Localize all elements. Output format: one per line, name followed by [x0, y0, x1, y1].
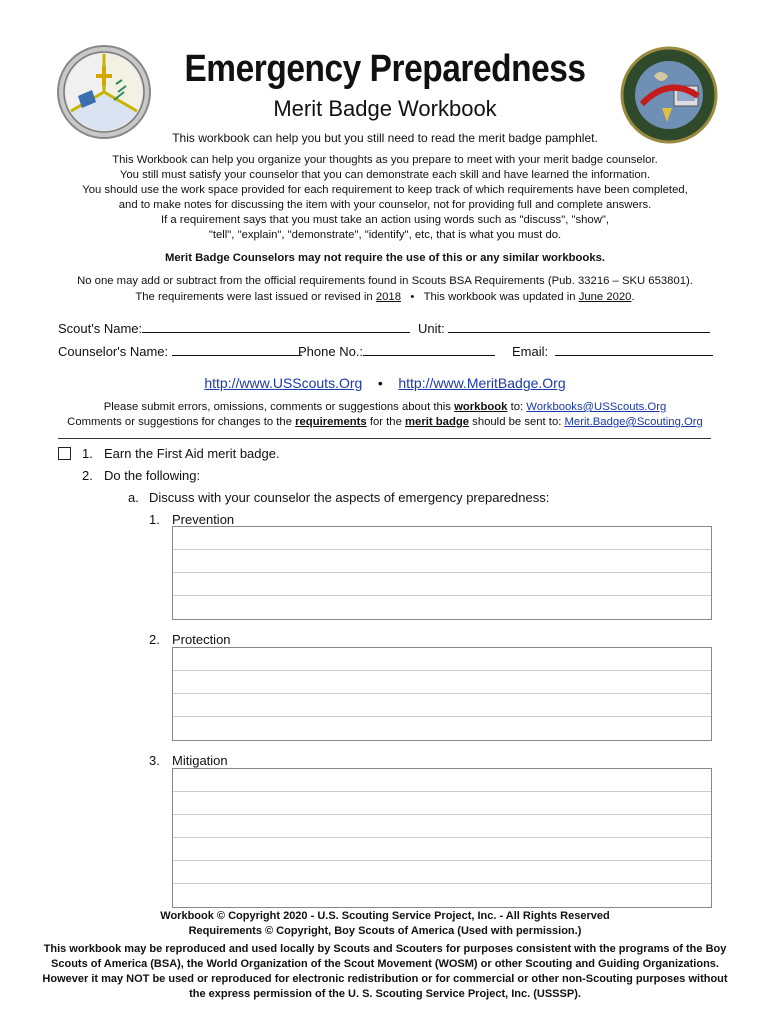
submit-text: for the	[366, 416, 406, 428]
requirement-2-number: 2.	[82, 468, 93, 483]
requirement-2-text: Do the following:	[104, 468, 201, 483]
workbooks-email-link[interactable]: Workbooks@USScouts.Org	[526, 401, 667, 413]
intro-line: You should use the work space provided for each requirement to keep track of which requirements have been completed,	[82, 184, 688, 196]
requirement-2a-letter: a.	[128, 490, 139, 505]
answer-line	[173, 838, 711, 861]
submit-text: Comments or suggestions for changes to the	[67, 416, 296, 428]
pamphlet-note: This workbook can help you but you still need to read the merit badge pamphlet.	[172, 131, 598, 145]
answer-line	[173, 717, 711, 740]
submit-line-1	[0, 400, 770, 415]
page-title: Emergency Preparedness	[184, 48, 586, 90]
issued-line	[0, 290, 770, 305]
intro-line: This Workbook can help you organize your thoughts as you prepare to meet with your merit badge counselor.	[112, 154, 658, 166]
answer-line	[173, 527, 711, 550]
protection-answer-box[interactable]	[172, 647, 712, 741]
submit-line-2	[0, 415, 770, 430]
usage-line-2: Scouts of America (BSA), the World Organization of the Scout Movement (WOSM) or other Scouting and Guiding Organizations.	[51, 958, 719, 970]
counselor-name-label: Counselor's Name:	[58, 344, 169, 359]
issued-prefix: The requirements were last issued or revised in	[135, 291, 376, 303]
counselor-bold-note: Merit Badge Counselors may not require the use of this or any similar workbooks.	[164, 252, 606, 264]
divider	[58, 438, 711, 439]
scout-name-field[interactable]	[58, 320, 410, 336]
meritbadge-link[interactable]: http://www.MeritBadge.Org	[398, 375, 566, 391]
official-requirements-line: No one may add or subtract from the official requirements found in Scouts BSA Requirements (Pub. 33216 – SKU 653801).	[77, 275, 693, 287]
answer-line	[173, 861, 711, 884]
submit-bold: workbook	[454, 401, 508, 413]
scout-name-input[interactable]	[142, 320, 410, 333]
item-number: 1.	[149, 512, 160, 527]
answer-line	[173, 815, 711, 838]
answer-line	[173, 550, 711, 573]
answer-line	[173, 596, 711, 619]
submit-bold: merit badge	[405, 416, 470, 428]
requirement-1-text: Earn the First Aid merit badge.	[104, 446, 280, 461]
requirement-2a-text: Discuss with your counselor the aspects of emergency preparedness:	[149, 490, 550, 505]
usage-line-3: However it may NOT be used or reproduced for electronic redistribution or for commercial or other non-Scouting purposes without	[42, 973, 728, 985]
page-subtitle: Merit Badge Workbook	[273, 96, 497, 121]
submit-bold: requirements	[295, 416, 367, 428]
item-label-protection: Protection	[172, 632, 231, 647]
usage-line-4: the express permission of the U. S. Scouting Service Project, Inc. (USSSP).	[189, 988, 581, 1000]
item-number: 3.	[149, 753, 160, 768]
usage-line-1: This workbook may be reproduced and used locally by Scouts and Scouters for purposes consistent with the programs of the Boy	[43, 943, 727, 955]
usscouts-link[interactable]: http://www.USScouts.Org	[204, 375, 363, 391]
updated-prefix: This workbook was updated in	[423, 291, 579, 303]
intro-line: and to make notes for discussing the item with your counselor, not for providing full and complete answers.	[118, 199, 652, 211]
answer-line	[173, 769, 711, 792]
email-input[interactable]	[555, 343, 713, 356]
intro-paragraph	[0, 153, 770, 243]
requirement-1-checkbox[interactable]	[58, 447, 71, 460]
answer-line	[173, 573, 711, 596]
unit-input[interactable]	[448, 320, 710, 333]
intro-line: If a requirement says that you must take an action using words such as "discuss", "show",	[160, 214, 610, 226]
copyright-line-2: Requirements © Copyright, Boy Scouts of America (Used with permission.)	[188, 925, 582, 937]
link-separator: •	[377, 375, 383, 391]
submit-text: Please submit errors, omissions, comments or suggestions about this	[103, 401, 455, 413]
intro-line: "tell", "explain", "demonstrate", "identify", etc, that is what you must do.	[208, 229, 562, 241]
item-label-prevention: Prevention	[172, 512, 235, 527]
answer-line	[173, 648, 711, 671]
phone-field[interactable]	[298, 343, 495, 359]
answer-line	[173, 694, 711, 717]
counselor-name-field[interactable]	[58, 343, 302, 359]
scout-name-label: Scout's Name:	[58, 321, 143, 336]
email-field[interactable]	[512, 343, 713, 359]
prevention-answer-box[interactable]	[172, 526, 712, 620]
item-number: 2.	[149, 632, 160, 647]
counselor-name-input[interactable]	[172, 343, 302, 356]
phone-input[interactable]	[363, 343, 495, 356]
email-label: Email:	[512, 344, 549, 359]
intro-line: You still must satisfy your counselor that you can demonstrate each skill and have learned the information.	[119, 169, 651, 181]
issued-year: 2018	[375, 291, 401, 303]
phone-label: Phone No.:	[298, 344, 364, 359]
unit-field[interactable]	[418, 320, 710, 336]
copyright-line-1: Workbook © Copyright 2020 - U.S. Scouting Service Project, Inc. - All Rights Reserved	[160, 910, 610, 922]
mitigation-answer-box[interactable]	[172, 768, 712, 908]
updated-date: June 2020	[578, 291, 632, 303]
item-label-mitigation: Mitigation	[172, 753, 228, 768]
answer-line	[173, 671, 711, 694]
answer-line	[173, 884, 711, 907]
requirement-1-number: 1.	[82, 446, 93, 461]
unit-label: Unit:	[418, 321, 445, 336]
merit-badge-email-link[interactable]: Merit.Badge@Scouting.Org	[564, 416, 703, 428]
updated-suffix: .	[631, 291, 635, 303]
submit-text: to:	[507, 401, 527, 413]
answer-line	[173, 792, 711, 815]
website-links	[0, 375, 770, 391]
submit-text: should be sent to:	[469, 416, 565, 428]
bullet: •	[410, 291, 415, 303]
